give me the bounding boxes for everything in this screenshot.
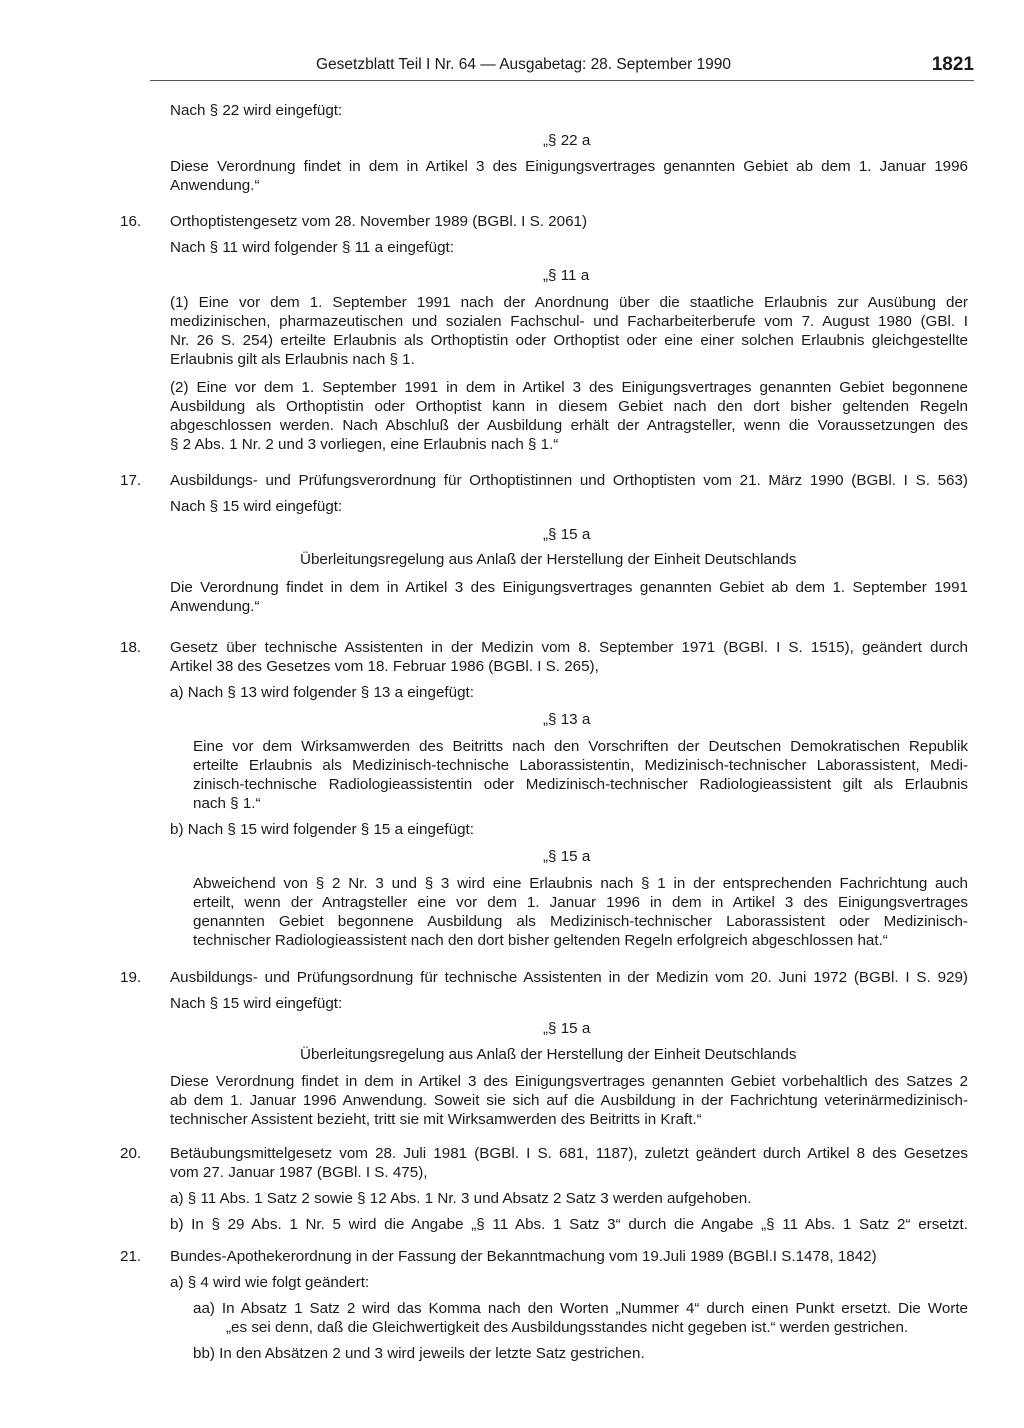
- text-line: „es sei denn, daß die Gleichwertigkeit des Ausbildungsstandes nicht gegeben ist.“ werden gestrichen.: [226, 1319, 909, 1336]
- section-heading: „§ 11 a: [543, 267, 590, 284]
- text-line: medizinischen, pharmazeutischen und sozialen Fachschul- und Facharbeiterberufe vom 7. August 1980 (GBl. I: [170, 313, 968, 330]
- page-number: 1821: [931, 54, 974, 75]
- text-line: Nach § 22 wird eingefügt:: [170, 102, 343, 119]
- text-line: Diese Verordnung findet in dem in Artikel 3 des Einigungsvertrages genannten Gebiet vorbehaltlich des Satzes 2: [170, 1073, 968, 1090]
- text-line: ab dem 1. Januar 1996 Anwendung. Soweit sie sich auf die Ausbildung in der Fachrichtung veterinärmedizinisch-: [170, 1092, 968, 1109]
- list-item: b) In § 29 Abs. 1 Nr. 5 wird die Angabe „§ 11 Abs. 1 Satz 3“ durch die Angabe „§ 11 Abs. 1 Satz 2“ ersetzt.: [170, 1216, 968, 1233]
- text-line: genannten Gebiet begonnene Ausbildung als Medizinisch-technischer Laborassistent oder Medizinisch-: [193, 913, 968, 930]
- header-title: Gesetzblatt Teil I Nr. 64 — Ausgabetag: 28. September 1990: [316, 56, 732, 73]
- section-heading: „§ 22 a: [543, 132, 591, 149]
- section-title: Überleitungsregelung aus Anlaß der Herstellung der Einheit Deutschlands: [300, 551, 797, 568]
- text-line: Orthoptistengesetz vom 28. November 1989 (BGBl. I S. 2061): [170, 213, 588, 230]
- text-line: § 2 Abs. 1 Nr. 2 und 3 vorliegen, eine Erlaubnis nach § 1.“: [170, 436, 559, 453]
- section-heading: „§ 15 a: [543, 526, 591, 543]
- list-item: a) § 4 wird wie folgt geändert:: [170, 1274, 370, 1291]
- text-line: erteilt, wenn der Antragsteller eine vor dem 1. Januar 1996 in dem in Artikel 3 des Einigungsvertrages: [193, 894, 968, 911]
- text-line: Ausbildung als Orthoptistin oder Orthoptist kann in diesem Gebiet nach den dort bisher geltenden Regeln: [170, 398, 968, 415]
- text-line: Ausbildungs- und Prüfungsverordnung für Orthoptistinnen und Orthoptisten vom 21. März 1990 (BGBl. I S. 563): [170, 472, 968, 489]
- item-number: 19.: [120, 969, 142, 986]
- text-line: Nach § 15 wird eingefügt:: [170, 995, 343, 1012]
- list-item: a) § 11 Abs. 1 Satz 2 sowie § 12 Abs. 1 Nr. 3 und Absatz 2 Satz 3 werden aufgehoben.: [170, 1190, 752, 1207]
- list-item: bb) In den Absätzen 2 und 3 wird jeweils der letzte Satz gestrichen.: [193, 1345, 645, 1362]
- text-line: Die Verordnung findet in dem in Artikel 3 des Einigungsvertrages genannten Gebiet ab dem 1. September 1991: [170, 579, 968, 596]
- text-line: (1) Eine vor dem 1. September 1991 nach der Anordnung über die staatliche Erlaubnis zur Ausübung der: [170, 294, 968, 311]
- text-line: Ausbildungs- und Prüfungsordnung für technische Assistenten in der Medizin vom 20. Juni 1972 (BGBl. I S. 929): [170, 969, 968, 986]
- text-line: vom 27. Januar 1987 (BGBl. I S. 475),: [170, 1164, 428, 1181]
- list-item: b) Nach § 15 wird folgender § 15 a eingefügt:: [170, 821, 474, 838]
- section-heading: „§ 15 a: [543, 1020, 591, 1037]
- text-line: technischer Radiologieassistent nach den dort bisher geltenden Regeln erfolgreich abgeschlossen hat.“: [193, 932, 888, 949]
- text-line: Bundes-Apothekerordnung in der Fassung der Bekanntmachung vom 19.Juli 1989 (BGBl.I S.1478, 1842): [170, 1248, 877, 1265]
- text-line: Betäubungsmittelgesetz vom 28. Juli 1981 (BGBl. I S. 681, 1187), zuletzt geändert durch Artikel 8 des Gesetzes: [170, 1145, 968, 1162]
- text-line: Erlaubnis gilt als Erlaubnis nach § 1.: [170, 351, 415, 368]
- section-heading: „§ 13 a: [543, 711, 591, 728]
- section-heading: „§ 15 a: [543, 848, 591, 865]
- page-header: [150, 56, 974, 80]
- text-line: Abweichend von § 2 Nr. 3 und § 3 wird eine Erlaubnis nach § 1 in der entsprechenden Fachrichtung auch: [193, 875, 968, 892]
- text-line: abgeschlossen werden. Nach Abschluß der Ausbildung erhält der Antragsteller, wenn die Voraussetzungen des: [170, 417, 968, 434]
- text-line: Gesetz über technische Assistenten in der Medizin vom 8. September 1971 (BGBl. I S. 1515), geändert durch: [170, 639, 968, 656]
- text-line: Nach § 11 wird folgender § 11 a eingefügt:: [170, 239, 454, 256]
- item-number: 17.: [120, 472, 142, 489]
- text-line: zinisch-technische Radiologieassistentin oder Medizinisch-technischer Radiologieassistent gilt als Erlaubnis: [193, 776, 968, 793]
- text-line: Nr. 26 S. 254) erteilte Erlaubnis als Orthoptistin oder Orthoptist oder eine einer solchen Erlaubnis gleichgestellte: [170, 332, 968, 349]
- item-number: 16.: [120, 213, 142, 230]
- text-line: (2) Eine vor dem 1. September 1991 in dem in Artikel 3 des Einigungsvertrages genannten Gebiet begonnene: [170, 379, 968, 396]
- section-title: Überleitungsregelung aus Anlaß der Herstellung der Einheit Deutschlands: [300, 1046, 797, 1063]
- text-line: Nach § 15 wird eingefügt:: [170, 498, 343, 515]
- list-item: aa) In Absatz 1 Satz 2 wird das Komma nach den Worten „Nummer 4“ durch einen Punkt ersetzt. Die Worte: [193, 1300, 968, 1317]
- text-line: Diese Verordnung findet in dem in Artikel 3 des Einigungsvertrages genannten Gebiet ab dem 1. Januar 1996: [170, 158, 968, 175]
- text-line: Anwendung.“: [170, 177, 260, 194]
- item-number: 21.: [120, 1248, 142, 1265]
- text-line: Anwendung.“: [170, 598, 260, 615]
- text-line: Eine vor dem Wirksamwerden des Beitritts nach den Vorschriften der Deutschen Demokratischen Republik: [193, 738, 968, 755]
- text-line: Artikel 38 des Gesetzes vom 18. Februar 1986 (BGBl. I S. 265),: [170, 658, 599, 675]
- item-number: 20.: [120, 1145, 142, 1162]
- text-line: erteilte Erlaubnis als Medizinisch-technische Laborassistentin, Medizinisch-technischer Laborassistent, Medi-: [193, 757, 968, 774]
- text-line: nach § 1.“: [193, 795, 261, 812]
- list-item: a) Nach § 13 wird folgender § 13 a eingefügt:: [170, 684, 474, 701]
- item-number: 18.: [120, 639, 142, 656]
- text-line: technischer Assistent bezieht, tritt sie mit Wirksamwerden des Beitritts in Kraft.“: [170, 1111, 702, 1128]
- header-rule: [150, 80, 974, 81]
